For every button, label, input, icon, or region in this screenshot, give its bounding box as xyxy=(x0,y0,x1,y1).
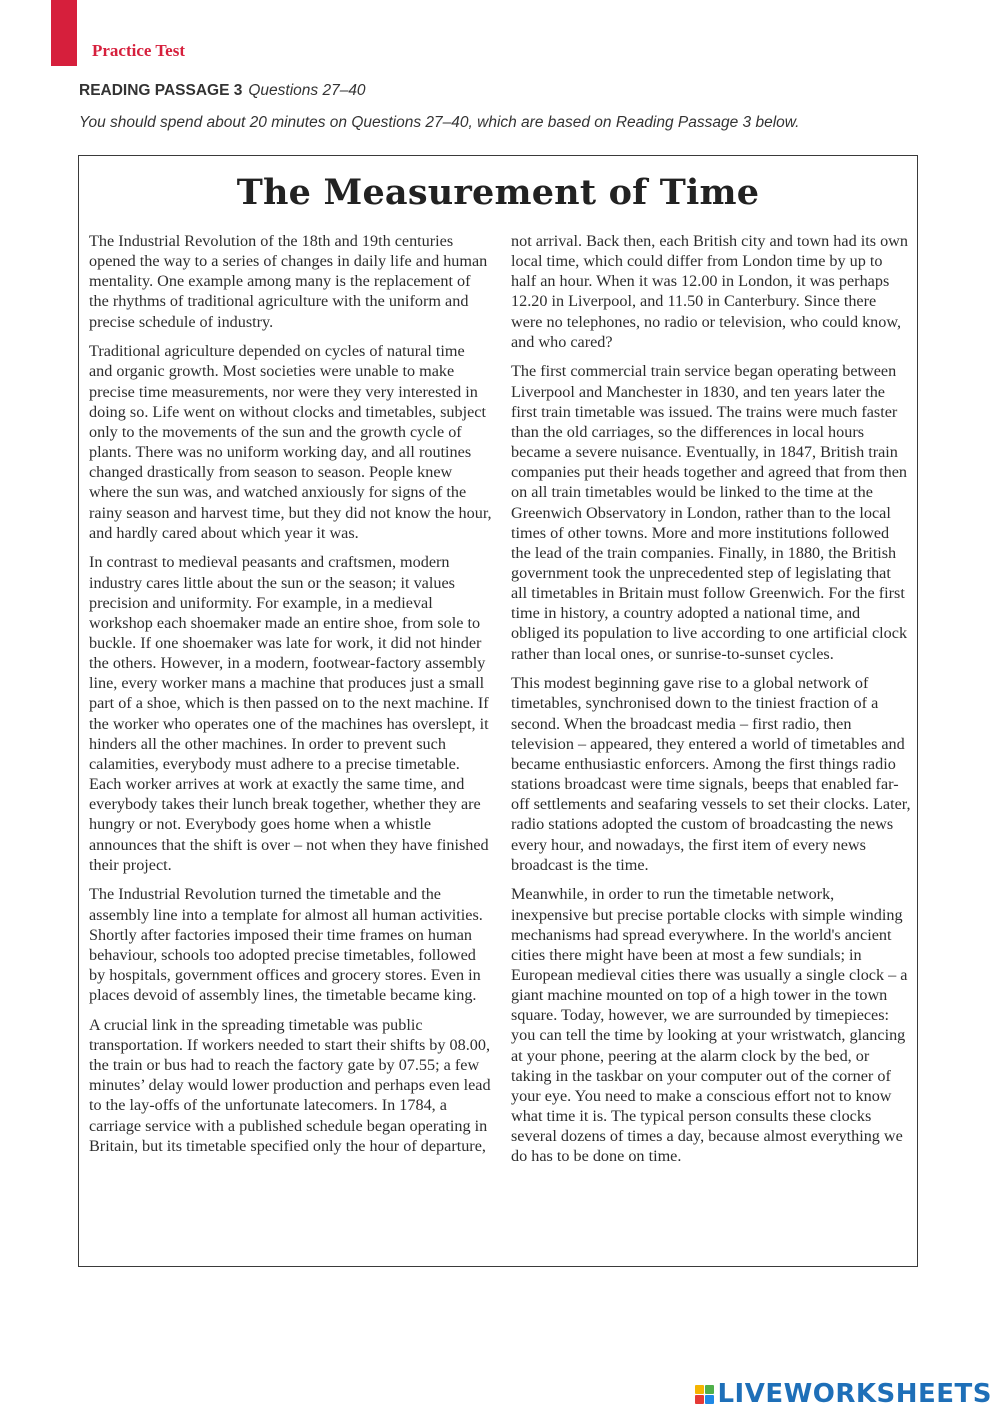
passage-label: READING PASSAGE 3 xyxy=(79,82,243,99)
questions-label: Questions 27–40 xyxy=(248,82,366,99)
paragraph: In contrast to medieval peasants and craftsmen, modern industry cares little about the sun or the season; it values precision and uniformity. For example, in a medieval workshop each shoemaker made an entire shoe, from sole to buckle. If one shoemaker was late for work, it did not hinder the others. However, in a modern, footwear-factory assembly line, every worker mans a machine that produces just a small part of a shoe, which is then passed on to the next machine. If the worker who operates one of the machines has overslept, it hinders all the other machines. In order to prevent such calamities, everybody must adhere to a precise timetable. Each worker arrives at work at exactly the same time, and everybody takes their lunch break together, whether they are hungry or not. Everybody goes home when a whistle announces that the shift is over – not when they have finished their project. xyxy=(89,553,489,874)
article-title: The Measurement of Time xyxy=(236,172,760,213)
liveworksheets-logo-icon xyxy=(695,1385,714,1404)
paragraph: A crucial link in the spreading timetable was public transportation. If workers needed to start their shifts by 08.00, the train or bus had to reach the factory gate by 07.55; a few minutes’ delay would lower production and perhaps even lead to the lay-offs of the unfortunate latecomers. In 1784, a carriage service with a published schedule began operating in Britain, but its timetable specified only the hour of departure, xyxy=(89,1015,491,1155)
paragraph: Traditional agriculture depended on cycles of natural time and organic growth. Most societies were unable to make precise time measurements, nor were they very interested in doing so. Life went on without clocks and timetables, subject only to the movements of the sun and the growth cycle of plants. There was no uniform working day, and all routines changed drastically from season to season. People knew where the sun was, and watched anxiously for signs of the rainy season and harvest time, but they did not know the hour, and hardly cared about which year it was. xyxy=(89,342,492,542)
paragraph: Meanwhile, in order to run the timetable network, inexpensive but precise portable clocks with simple winding mechanisms had spread everywhere. In the world's ancient cities there might have been at most a few sundials; in European medieval cities there was usually a single clock – a giant machine mounted on top of a high tower in the town square. Today, however, we are surrounded by timepieces: you can tell the time by looking at your wristwatch, glancing at your phone, peering at the alarm clock by the bed, or taking in the taskbar on your computer out of the corner of your eye. You need to make a conscious effort not to know what time it is. The typical person consults these clocks several dozens of times a day, because almost everything we do has to be done on time. xyxy=(511,885,908,1166)
paragraph: not arrival. Back then, each British city and town had its own local time, which could differ from London time by up to half an hour. When it was 12.00 in London, it was perhaps 12.20 in Liverpool, and 11.50 in Canterbury. Since there were no telephones, no radio or television, who could know, and who cared? xyxy=(511,232,908,351)
passage-heading xyxy=(79,82,366,100)
section-label: Practice Test xyxy=(92,41,185,60)
paragraph: The Industrial Revolution of the 18th and 19th centuries opened the way to a series of changes in daily life and human mentality. One example among many is the replacement of the rhythms of traditional agriculture with the uniform and precise schedule of industry. xyxy=(89,232,488,331)
logo-text: LIVEWORKSHEETS xyxy=(717,1379,992,1409)
reading-passage-box xyxy=(78,155,918,1267)
paragraph: The first commercial train service began operating between Liverpool and Manchester in 1830, and ten years later the first train timetable was issued. The trains were much faster than the old carriages, so the differences in local hours became a severe nuisance. Eventually, in 1847, British train companies put their heads together and agreed that from then on all train timetables would be linked to the time at the Greenwich Observatory in London, rather than to the local times of other towns. More and more institutions followed the lead of the train companies. Finally, in 1880, the British government took the unprecedented step of legislating that all timetables in Britain must follow Greenwich. For the first time in history, a country adopted a national time, and obliged its population to live according to one artificial clock rather than local ones, or sunrise-to-sunset cycles. xyxy=(511,362,908,663)
liveworksheets-logo[interactable] xyxy=(695,1379,992,1409)
right-column xyxy=(511,231,911,1176)
section-color-tab xyxy=(51,0,77,66)
paragraph: This modest beginning gave rise to a global network of timetables, synchronised down to the tiniest fraction of a second. When the broadcast media – first radio, then television – appeared, they entered a world of timetables and became enthusiastic enforcers. Among the first things radio stations broadcast were time signals, beeps that enabled far-off settlements and seafaring vessels to set their clocks. Later, radio stations adopted the custom of broadcasting the news every hour, and nowadays, the first item of every news broadcast is the time. xyxy=(511,674,911,874)
instruction-text: You should spend about 20 minutes on Questions 27–40, which are based on Reading Passage 3 below. xyxy=(79,114,800,131)
paragraph: The Industrial Revolution turned the timetable and the assembly line into a template for almost all human activities. Shortly after factories imposed their time frames on human behaviour, schools too adopted precise timetables, followed by hospitals, government offices and grocery stores. Even in places devoid of assembly lines, the timetable became king. xyxy=(89,885,483,1005)
left-column xyxy=(89,231,492,1165)
